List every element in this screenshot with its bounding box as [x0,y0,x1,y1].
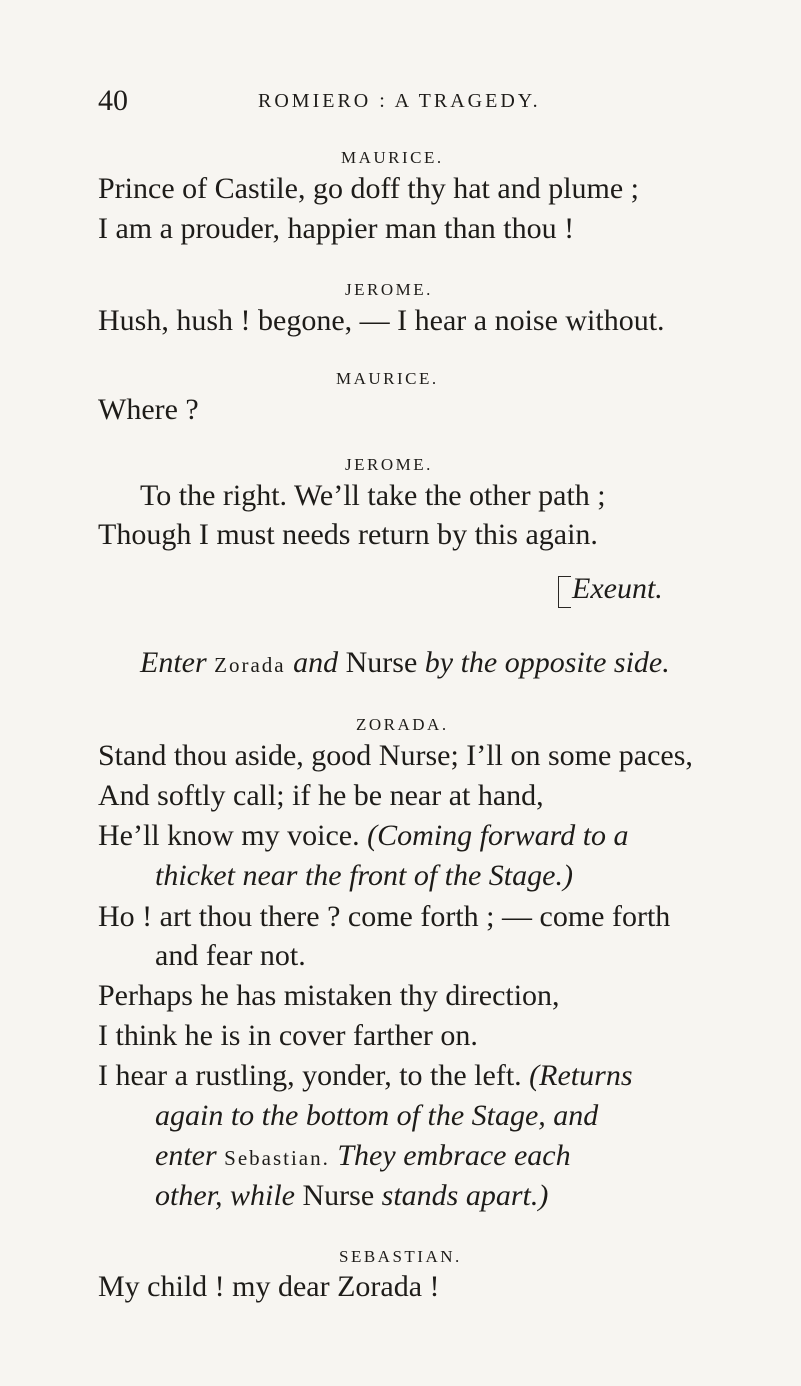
verse-line: He’ll know my voice. (Coming forward to a [98,819,629,852]
stage-direction-exeunt: Exeunt. [572,572,663,605]
verse-line: Stand thou aside, good Nurse; I’ll on some paces, [98,739,693,772]
verse-line: Prince of Castile, go doff thy hat and plume ; [98,172,640,205]
speaker-sebastian: SEBASTIAN. [339,1247,462,1266]
verse-line: I am a prouder, happier man than thou ! [98,212,575,245]
verse-line: Ho ! art thou there ? come forth ; — come forth [98,900,671,933]
verse-line: My child ! my dear Zorada ! [98,1270,440,1303]
verse-line: Perhaps he has mistaken thy direction, [98,979,560,1012]
speaker-maurice-1: MAURICE. [341,148,444,167]
page-number: 40 [98,84,128,117]
stage-direction: enter Sebastian. They embrace each [155,1139,571,1172]
speaker-zorada: ZORADA. [356,715,449,734]
stage-direction: other, while Nurse stands apart.) [155,1179,549,1212]
exit-bracket [558,576,571,608]
verse-line: Though I must needs return by this again. [98,518,598,551]
verse-line: To the right. We’ll take the other path ; [140,479,606,512]
verse-line: I think he is in cover farther on. [98,1019,478,1052]
stage-direction: thicket near the front of the Stage.) [155,859,573,892]
stage-direction: again to the bottom of the Stage, and [155,1099,599,1132]
verse-line: and fear not. [155,939,306,972]
stage-direction-enter: Enter Zorada and Nurse by the opposite side. [140,646,670,679]
verse-line: I hear a rustling, yonder, to the left. (Returns [98,1059,633,1092]
speaker-jerome-1: JEROME. [345,280,433,299]
running-title: ROMIERO : A TRAGEDY. [258,90,541,112]
speaker-jerome-2: JEROME. [345,455,433,474]
speaker-maurice-2: MAURICE. [336,369,439,388]
page-header [98,84,698,124]
verse-line: And softly call; if he be near at hand, [98,779,544,812]
verse-line: Hush, hush ! begone, — I hear a noise without. [98,304,665,337]
verse-line: Where ? [98,393,199,426]
